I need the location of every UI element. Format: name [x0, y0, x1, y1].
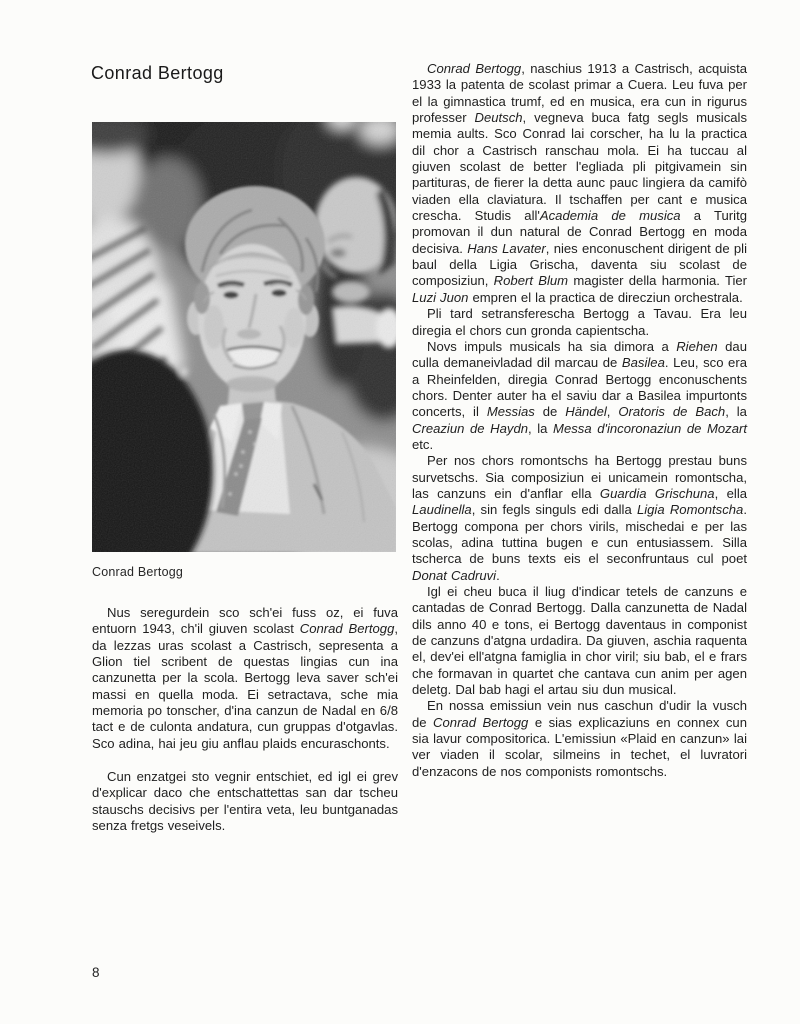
paragraph: Pli tard setransferescha Bertogg a Tavau. Era leu diregia el chors cun gronda capientscha. [412, 306, 747, 338]
article-title: Conrad Bertogg [91, 63, 224, 83]
crowd-photo-illustration [92, 122, 396, 552]
left-column [92, 605, 398, 834]
paragraph: Conrad Bertogg, naschius 1913 a Castrisch, acquista 1933 la patenta de scolast primar a Cuera. Leu fuva per el la gimnastica trumf, ed en musica, era cun in rigurus professer Deutsch, vegneva buca fatg segls musicals memia aults. Sco Conrad lai corscher, ha lu la practica dil chor a Castrisch ranschau mola. Ei ha tuccau al giuven scolast de better l'egliada pli pitgivamein sin partituras, de fierer la detta aunc pauc lingiera da camifò viaden ella claviatura. Il tschaffen per cant e musica crescha. Studis all'Academia de musica a Turitg promovan il dun natural de Conrad Bertogg en moda decisiva. Hans Lavater, nies enconuschent dirigent de pli baul della Ligia Grischa, daventa siu scolast de composiziun, Robert Blum magister della harmonia. Tier Luzi Juon empren el la practica de direcziun orchestrala. [412, 61, 748, 305]
paragraph: Cun enzatgei sto vegnir entschiet, ed igl ei grev d'explicar daco che entschattettas san dar tscheu stauschs decisivs per l'entira veta, leu buntganadas senza fretgs veseivels. [92, 769, 398, 834]
paragraph: Nus seregurdein sco sch'ei fuss oz, ei fuva entuorn 1943, ch'il giuven scolast Conrad Bertogg, da lezzas uras scolast a Castrisch, sepresenta a Glion tiel scribent de questas lingias cun ina canzunetta per la scola. Bertogg leva saver sch'ei massi en quella moda. Ei setractava, sche mia memoria po tonscher, d'ina canzun de Nadal en 6/8 tact e de culonta andatura, cun gruppas d'otgavlas. Sco adina, hai jeu giu anflau plaids encuraschonts. [92, 605, 398, 751]
portrait-photo [92, 122, 396, 552]
photo-caption: Conrad Bertogg [92, 565, 184, 579]
paragraph: En nossa emissiun vein nus caschun d'udir la vusch de Conrad Bertogg e sias explicaziuns en connex cun sia lavur compositorica. L'emissiun «Plaid en canzun» lai ver viaden il scolar, silmeins in techet, el luvratori d'enzacons de nos componists romontschs. [412, 698, 747, 779]
paragraph: Per nos chors romontschs ha Bertogg prestau buns survetschs. Sia composiziun ei unicamein romontscha, las canzuns ein d'anflar ella Guardia Grischuna, ella Laudinella, sin fegls singuls edi dalla Ligia Romontscha. Bertogg compona per chors virils, mischedai e per las scolas, adina tuttina bugen e cun entusiassem. Silla tscherca de buns texts eis el seconfruntaus cul poet Donat Cadruvi. [412, 453, 748, 583]
paragraph: Igl ei cheu buca il liug d'indicar tetels de canzuns e cantadas de Conrad Bertogg. Dalla canzunetta de Nadal dils anno 40 e tons, ei Bertogg daventaus in componist de canzuns d'atgna urdadira. Da giuven, aschia raquenta el, dev'ei ell'atgna famiglia in chor viril; siu bab, el e frars che formavan in quartet che cantava cun anim per agen deletg. Dal bab hagi el artau siu dun musical. [412, 584, 747, 698]
page-number: 8 [92, 965, 100, 980]
right-column [412, 61, 747, 780]
paragraph: Novs impuls musicals ha sia dimora a Riehen dau culla demaneivladad dil marcau de Basilea. Leu, sco era a Rheinfelden, diregia Conrad Bertogg enconuschents chors. Denter auter ha el saviu dar a Basilea impurtonts concerts, il Messias de Händel, Oratoris de Bach, la Creaziun de Haydn, la Messa d'incoronaziun de Mozart etc. [412, 338, 748, 452]
